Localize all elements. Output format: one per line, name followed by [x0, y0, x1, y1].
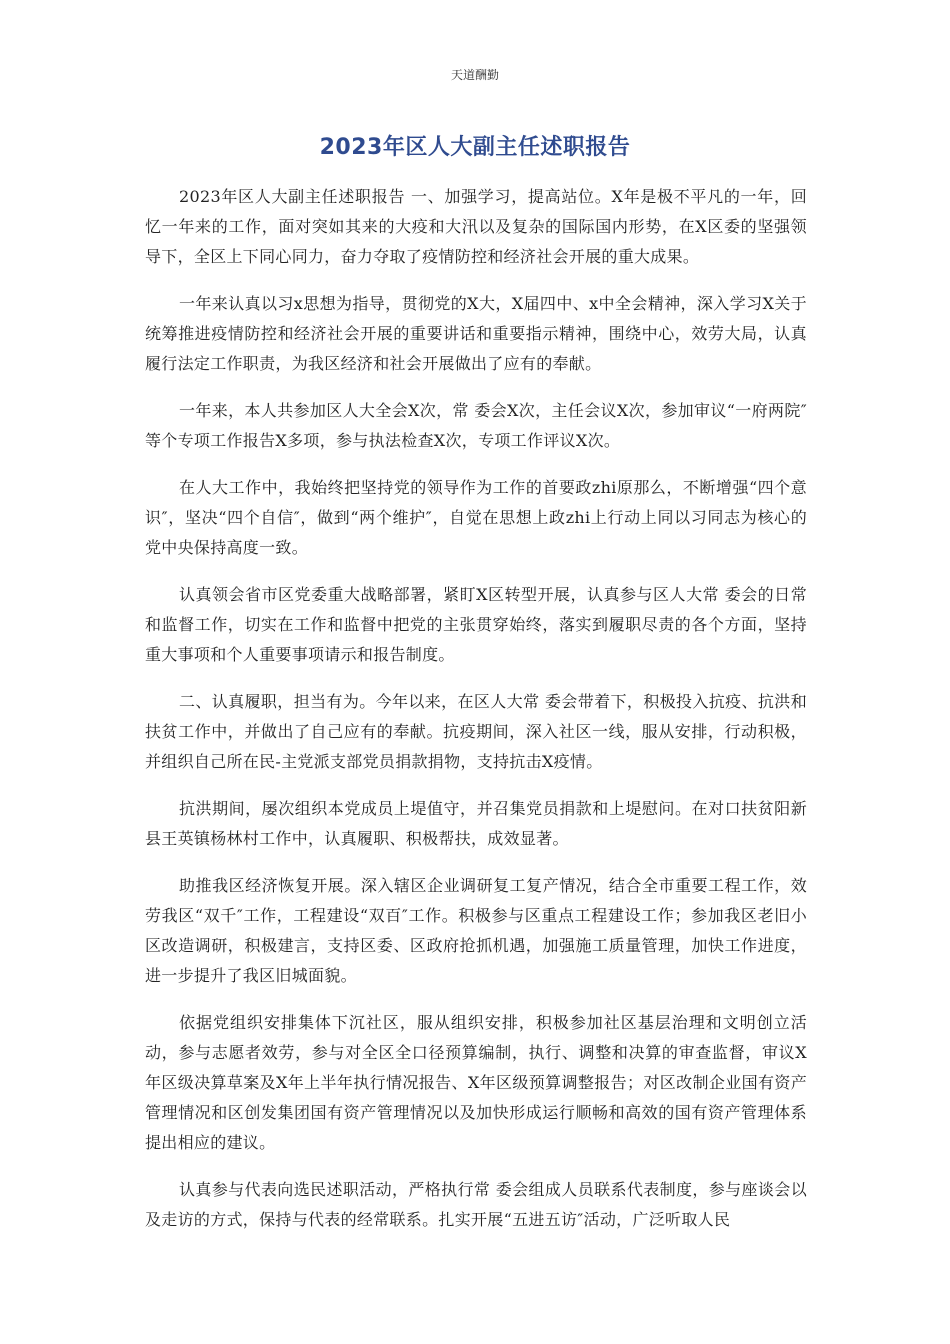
paragraph: 认真领会省市区党委重大战略部署，紧盯X区转型开展，认真参与区人大常 委会的日常和监督工作，切实在工作和监督中把党的主张贯穿始终，落实到履职尽责的各个方面，坚持重大事项和个人重要事项请示和报告制度。 — [145, 585, 807, 664]
document-title: 2023年区人大副主任述职报告 — [319, 135, 631, 160]
paragraph: 抗洪期间，屡次组织本党成员上堤值守，并召集党员捐款和上堤慰问。在对口扶贫阳新县王英镇杨林村工作中，认真履职、积极帮扶，成效显著。 — [145, 799, 807, 848]
paragraph: 二、认真履职，担当有为。今年以来，在区人大常 委会带着下，积极投入抗疫、抗洪和扶贫工作中，并做出了自己应有的奉献。抗疫期间，深入社区一线，服从安排，行动积极，并组织自己所在民-主党派支部党员捐款捐物，支持抗击X疫情。 — [145, 692, 807, 771]
paragraph: 依据党组织安排集体下沉社区，服从组织安排，积极参加社区基层治理和文明创立活动，参与志愿者效劳，参与对全区全口径预算编制，执行、调整和决算的审查监督，审议X年区级决算草案及X年上半年执行情况报告、X年区级预算调整报告；对区改制企业国有资产管理情况和区创发集团国有资产管理情况以及加快形成运行顺畅和高效的国有资产管理体系提出相应的建议。 — [145, 1013, 807, 1152]
paragraph: 认真参与代表向选民述职活动，严格执行常 委会组成人员联系代表制度，参与座谈会以及走访的方式，保持与代表的经常联系。扎实开展“五进五访″活动，广泛听取人民 — [145, 1180, 807, 1229]
paragraph: 一年来认真以习x思想为指导，贯彻党的X大，X届四中、x中全会精神，深入学习X关于统筹推进疫情防控和经济社会开展的重要讲话和重要指示精神，围绕中心，效劳大局，认真履行法定工作职责，为我区经济和社会开展做出了应有的奉献。 — [145, 294, 807, 373]
paragraph: 一年来，本人共参加区人大全会X次，常 委会X次，主任会议X次，参加审议“一府两院″等个专项工作报告X多项，参与执法检查X次，专项工作评议X次。 — [145, 401, 807, 450]
paragraph: 在人大工作中，我始终把坚持党的领导作为工作的首要政zhi原那么，不断增强“四个意识″，坚决“四个自信″，做到“两个维护″，自觉在思想上政zhi上行动上同以习同志为核心的党中央保持高度一致。 — [145, 478, 807, 557]
paragraph: 助推我区经济恢复开展。深入辖区企业调研复工复产情况，结合全市重要工程工作，效劳我区“双千″工作，工程建设“双百″工作。积极参与区重点工程建设工作；参加我区老旧小区改造调研，积极建言，支持区委、区政府抢抓机遇，加强施工质量管理，加快工作进度，进一步提升了我区旧城面貌。 — [145, 876, 807, 985]
document-body — [145, 182, 807, 1252]
paragraph: 2023年区人大副主任述职报告 一、加强学习，提高站位。X年是极不平凡的一年，回忆一年来的工作，面对突如其来的大疫和大汛以及复杂的国际国内形势，在X区委的坚强领导下，全区上下同心同力，奋力夺取了疫情防控和经济社会开展的重大成果。 — [145, 187, 807, 266]
page-header: 天道酬勤 — [450, 68, 499, 82]
